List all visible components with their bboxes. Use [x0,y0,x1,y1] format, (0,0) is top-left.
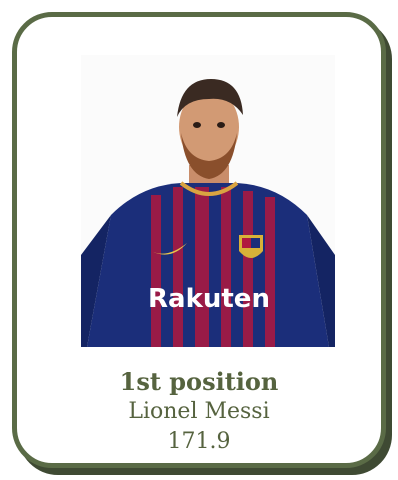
svg-text:Rakuten: Rakuten [148,284,270,314]
player-photo [81,55,335,347]
position-label: 1st position [119,367,279,396]
player-name: Lionel Messi [128,399,270,424]
player-card [12,12,386,468]
player-score: 171.9 [167,429,231,454]
player-caption [17,367,381,457]
